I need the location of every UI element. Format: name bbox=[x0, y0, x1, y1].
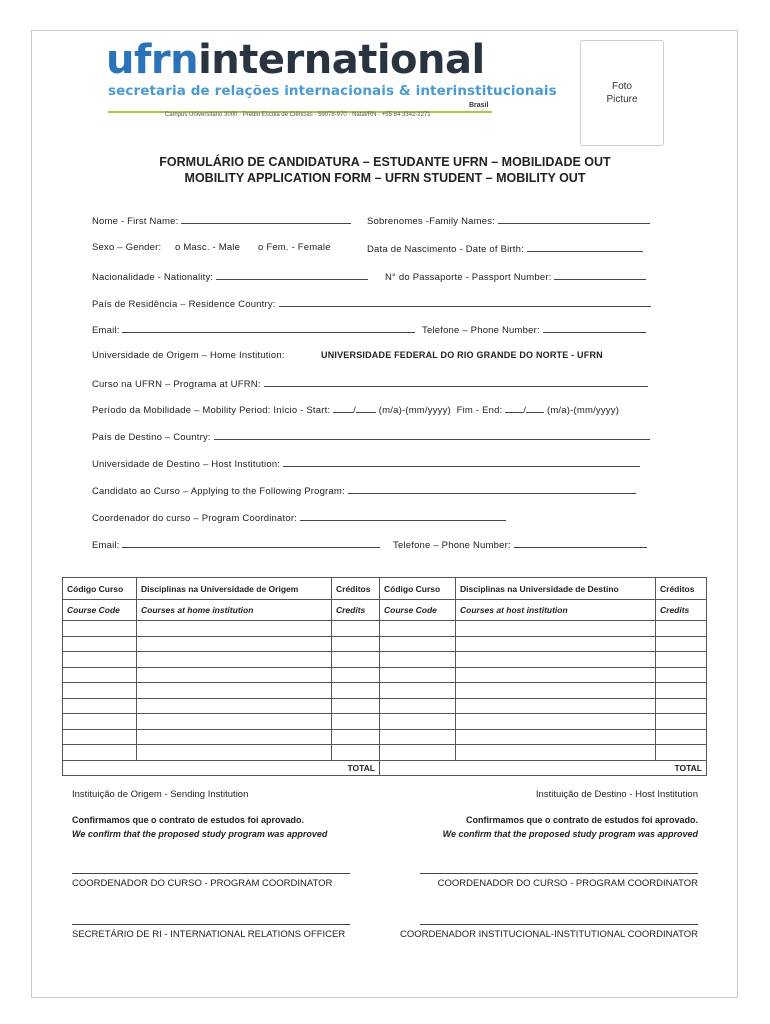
course-cell[interactable] bbox=[137, 698, 332, 714]
mobility-period-field[interactable]: Período da Mobilidade – Mobility Period: Início - Start: / (m/a)-(mm/yyyy) Fim - End: / (m/a)-(mm/yyyy) bbox=[92, 405, 620, 416]
course-cell[interactable] bbox=[332, 667, 380, 683]
end-month-line[interactable] bbox=[505, 403, 523, 413]
institutional-signature-line[interactable] bbox=[420, 924, 698, 925]
coordinator-phone-line[interactable] bbox=[514, 538, 647, 548]
form-title-en: MOBILITY APPLICATION FORM – UFRN STUDENT – MOBILITY OUT bbox=[184, 171, 586, 185]
course-cell[interactable] bbox=[63, 636, 137, 652]
ufrn-international-logo bbox=[106, 37, 485, 83]
course-row bbox=[63, 729, 707, 745]
course-cell[interactable] bbox=[63, 745, 137, 761]
phone-field[interactable] bbox=[422, 323, 646, 336]
logo-country: Brasil bbox=[469, 102, 489, 109]
applying-program-label: Candidato ao Curso – Applying to the Following Program: bbox=[92, 486, 345, 497]
course-cell[interactable] bbox=[332, 621, 380, 637]
total-home: TOTAL bbox=[63, 760, 380, 776]
header-host-code-en: Course Code bbox=[380, 600, 456, 621]
course-cell[interactable] bbox=[656, 621, 707, 637]
course-cell[interactable] bbox=[656, 683, 707, 699]
program-field[interactable] bbox=[92, 377, 648, 390]
start-year-line[interactable] bbox=[356, 403, 376, 413]
residence-line[interactable] bbox=[279, 297, 651, 307]
course-row bbox=[63, 714, 707, 730]
table-total-row bbox=[63, 760, 707, 776]
course-cell[interactable] bbox=[332, 714, 380, 730]
birth-date-line[interactable] bbox=[527, 242, 643, 252]
course-cell[interactable] bbox=[380, 714, 456, 730]
course-cell[interactable] bbox=[380, 745, 456, 761]
first-name-label: Nome - First Name: bbox=[92, 216, 179, 227]
email-line[interactable] bbox=[122, 323, 415, 333]
total-host: TOTAL bbox=[380, 760, 707, 776]
header-host-credits: Créditos bbox=[656, 578, 707, 600]
course-cell[interactable] bbox=[332, 683, 380, 699]
home-institution-value: UNIVERSIDADE FEDERAL DO RIO GRANDE DO NORTE - UFRN bbox=[321, 350, 603, 360]
course-row bbox=[63, 745, 707, 761]
course-cell[interactable] bbox=[456, 698, 656, 714]
course-cell[interactable] bbox=[63, 652, 137, 668]
host-institution-line[interactable] bbox=[283, 457, 640, 467]
home-institution-label: Universidade de Origem – Home Institution: bbox=[92, 350, 285, 361]
start-month-line[interactable] bbox=[333, 403, 353, 413]
course-cell[interactable] bbox=[456, 636, 656, 652]
coordinator-field[interactable] bbox=[92, 511, 506, 524]
birth-date-label: Data de Nascimento - Date of Birth: bbox=[367, 244, 524, 255]
course-cell[interactable] bbox=[380, 667, 456, 683]
courses-table bbox=[62, 577, 707, 776]
course-cell[interactable] bbox=[63, 683, 137, 699]
program-label: Curso na UFRN – Programa at UFRN: bbox=[92, 379, 261, 390]
course-row bbox=[63, 636, 707, 652]
course-row bbox=[63, 667, 707, 683]
course-cell[interactable] bbox=[456, 621, 656, 637]
host-institution-label: Universidade de Destino – Host Institution: bbox=[92, 459, 281, 470]
course-cell[interactable] bbox=[380, 636, 456, 652]
course-cell[interactable] bbox=[656, 729, 707, 745]
coordinator-email-line[interactable] bbox=[122, 538, 380, 548]
course-cell[interactable] bbox=[380, 652, 456, 668]
course-cell[interactable] bbox=[456, 729, 656, 745]
officer-signature-line[interactable] bbox=[72, 924, 350, 925]
course-cell[interactable] bbox=[332, 745, 380, 761]
address-line: Campus Universitário 3000 · Prédio Escola de Ciências · 59078-970 · Natal/RN · +55 84 3342-2271 bbox=[165, 112, 431, 118]
course-cell[interactable] bbox=[656, 667, 707, 683]
course-row bbox=[63, 698, 707, 714]
program-line[interactable] bbox=[264, 377, 648, 387]
photo-box bbox=[580, 40, 664, 146]
residence-label: País de Residência – Residence Country: bbox=[92, 299, 276, 310]
course-cell[interactable] bbox=[656, 652, 707, 668]
nationality-line[interactable] bbox=[216, 270, 368, 280]
course-cell[interactable] bbox=[380, 698, 456, 714]
passport-line[interactable] bbox=[554, 270, 646, 280]
header-home-credits-en: Credits bbox=[332, 600, 380, 621]
course-cell[interactable] bbox=[137, 683, 332, 699]
header-host-courses: Disciplinas na Universidade de Destino bbox=[456, 578, 656, 600]
destination-country-line[interactable] bbox=[214, 430, 650, 440]
confirm-pt-left: Confirmamos que o contrato de estudos foi aprovado. bbox=[72, 815, 305, 825]
course-cell[interactable] bbox=[380, 729, 456, 745]
course-cell[interactable] bbox=[456, 667, 656, 683]
coordinator-signature-line-left[interactable] bbox=[72, 873, 350, 874]
course-cell[interactable] bbox=[137, 729, 332, 745]
table-header-pt bbox=[63, 578, 707, 600]
gender-male-option[interactable]: o Masc. - Male bbox=[175, 242, 241, 253]
family-names-label: Sobrenomes -Family Names: bbox=[367, 216, 496, 227]
applying-program-line[interactable] bbox=[348, 484, 636, 494]
logo-subtitle: secretaria de relações internacionais & interinstitucionais bbox=[108, 83, 557, 99]
family-names-field[interactable] bbox=[367, 214, 650, 227]
course-cell[interactable] bbox=[332, 729, 380, 745]
coordinator-signature-line-right[interactable] bbox=[420, 873, 698, 874]
coordinator-phone-label: Telefone – Phone Number: bbox=[393, 540, 511, 551]
course-row bbox=[63, 683, 707, 699]
coordinator-line[interactable] bbox=[300, 511, 506, 521]
passport-field[interactable] bbox=[385, 270, 646, 283]
header-host-courses-en: Courses at host institution bbox=[456, 600, 656, 621]
header-home-code: Código Curso bbox=[63, 578, 137, 600]
birth-date-field[interactable] bbox=[367, 242, 643, 255]
course-cell[interactable] bbox=[656, 714, 707, 730]
table-header-en bbox=[63, 600, 707, 621]
course-cell[interactable] bbox=[456, 714, 656, 730]
nationality-field[interactable] bbox=[92, 270, 368, 283]
nationality-label: Nacionalidade - Nationality: bbox=[92, 272, 214, 283]
header-home-courses: Disciplinas na Universidade de Origem bbox=[137, 578, 332, 600]
email-field[interactable] bbox=[92, 323, 415, 336]
end-year-line[interactable] bbox=[526, 403, 544, 413]
course-cell[interactable] bbox=[656, 636, 707, 652]
sending-institution-label: Instituição de Origem - Sending Institution bbox=[72, 789, 249, 800]
course-cell[interactable] bbox=[137, 652, 332, 668]
host-institution-field[interactable] bbox=[92, 457, 640, 470]
course-cell[interactable] bbox=[137, 745, 332, 761]
course-cell[interactable] bbox=[63, 714, 137, 730]
course-cell[interactable] bbox=[137, 636, 332, 652]
course-cell[interactable] bbox=[380, 683, 456, 699]
logo-ufrn-text: ufrn bbox=[106, 37, 199, 83]
period-start-label: Período da Mobilidade – Mobility Period: Início - Start: bbox=[92, 405, 331, 416]
course-cell[interactable] bbox=[137, 714, 332, 730]
logo-international-text: international bbox=[198, 37, 485, 83]
course-cell[interactable] bbox=[656, 745, 707, 761]
course-cell[interactable] bbox=[456, 745, 656, 761]
institutional-coordinator-label: COORDENADOR INSTITUCIONAL-INSTITUTIONAL COORDINATOR bbox=[399, 929, 698, 940]
phone-label: Telefone – Phone Number: bbox=[422, 325, 540, 336]
course-cell[interactable] bbox=[332, 698, 380, 714]
end-date-format: (m/a)-(mm/yyyy) bbox=[546, 405, 620, 416]
first-name-field[interactable] bbox=[92, 214, 351, 227]
coordinator-label-right: COORDENADOR DO CURSO - PROGRAM COORDINATOR bbox=[437, 878, 698, 889]
coordinator-label: Coordenador do curso – Program Coordinator: bbox=[92, 513, 298, 524]
email-label: Email: bbox=[92, 325, 120, 336]
phone-line[interactable] bbox=[543, 323, 646, 333]
header-home-code-en: Course Code bbox=[63, 600, 137, 621]
course-cell[interactable] bbox=[137, 667, 332, 683]
coordinator-email-label: Email: bbox=[92, 540, 120, 551]
course-cell[interactable] bbox=[137, 621, 332, 637]
header-host-credits-en: Credits bbox=[656, 600, 707, 621]
course-cell[interactable] bbox=[332, 636, 380, 652]
header-home-credits: Créditos bbox=[332, 578, 380, 600]
coordinator-email-field[interactable] bbox=[92, 538, 380, 551]
course-rows bbox=[63, 621, 707, 761]
course-cell[interactable] bbox=[656, 698, 707, 714]
coordinator-phone-field[interactable] bbox=[393, 538, 647, 551]
course-row bbox=[63, 621, 707, 637]
course-cell[interactable] bbox=[63, 667, 137, 683]
first-name-line[interactable] bbox=[181, 214, 351, 224]
destination-country-label: País de Destino – Country: bbox=[92, 432, 211, 443]
photo-label-pt: Foto bbox=[611, 81, 632, 92]
photo-label-en: Picture bbox=[606, 94, 638, 105]
header-host-code: Código Curso bbox=[380, 578, 456, 600]
period-end-label: Fim - End: bbox=[456, 405, 503, 416]
course-cell[interactable] bbox=[63, 621, 137, 637]
course-cell[interactable] bbox=[63, 729, 137, 745]
confirm-en-left: We confirm that the proposed study program was approved bbox=[72, 829, 328, 839]
gender-female-option[interactable]: o Fem. - Female bbox=[258, 242, 331, 253]
family-names-line[interactable] bbox=[498, 214, 650, 224]
course-cell[interactable] bbox=[380, 621, 456, 637]
residence-field[interactable] bbox=[92, 297, 651, 310]
header-home-courses-en: Courses at home institution bbox=[137, 600, 332, 621]
course-cell[interactable] bbox=[456, 652, 656, 668]
course-cell[interactable] bbox=[332, 652, 380, 668]
course-cell[interactable] bbox=[63, 698, 137, 714]
officer-label: SECRETÁRIO DE RI - INTERNATIONAL RELATIONS OFFICER bbox=[72, 929, 346, 940]
host-institution-sign-label: Instituição de Destino - Host Institution bbox=[535, 789, 698, 800]
start-date-format: (m/a)-(mm/yyyy) bbox=[378, 405, 451, 416]
form-title-pt: FORMULÁRIO DE CANDIDATURA – ESTUDANTE UFRN – MOBILIDADE OUT bbox=[159, 155, 611, 169]
course-row bbox=[63, 652, 707, 668]
applying-program-field[interactable] bbox=[92, 484, 636, 497]
passport-label: N° do Passaporte - Passport Number: bbox=[385, 272, 552, 283]
gender-label: Sexo – Gender: bbox=[92, 242, 162, 253]
destination-country-field[interactable] bbox=[92, 430, 650, 443]
course-cell[interactable] bbox=[456, 683, 656, 699]
confirm-en-right: We confirm that the proposed study program was approved bbox=[442, 829, 698, 839]
confirm-pt-right: Confirmamos que o contrato de estudos foi aprovado. bbox=[465, 815, 698, 825]
coordinator-label-left: COORDENADOR DO CURSO - PROGRAM COORDINATOR bbox=[72, 878, 333, 889]
